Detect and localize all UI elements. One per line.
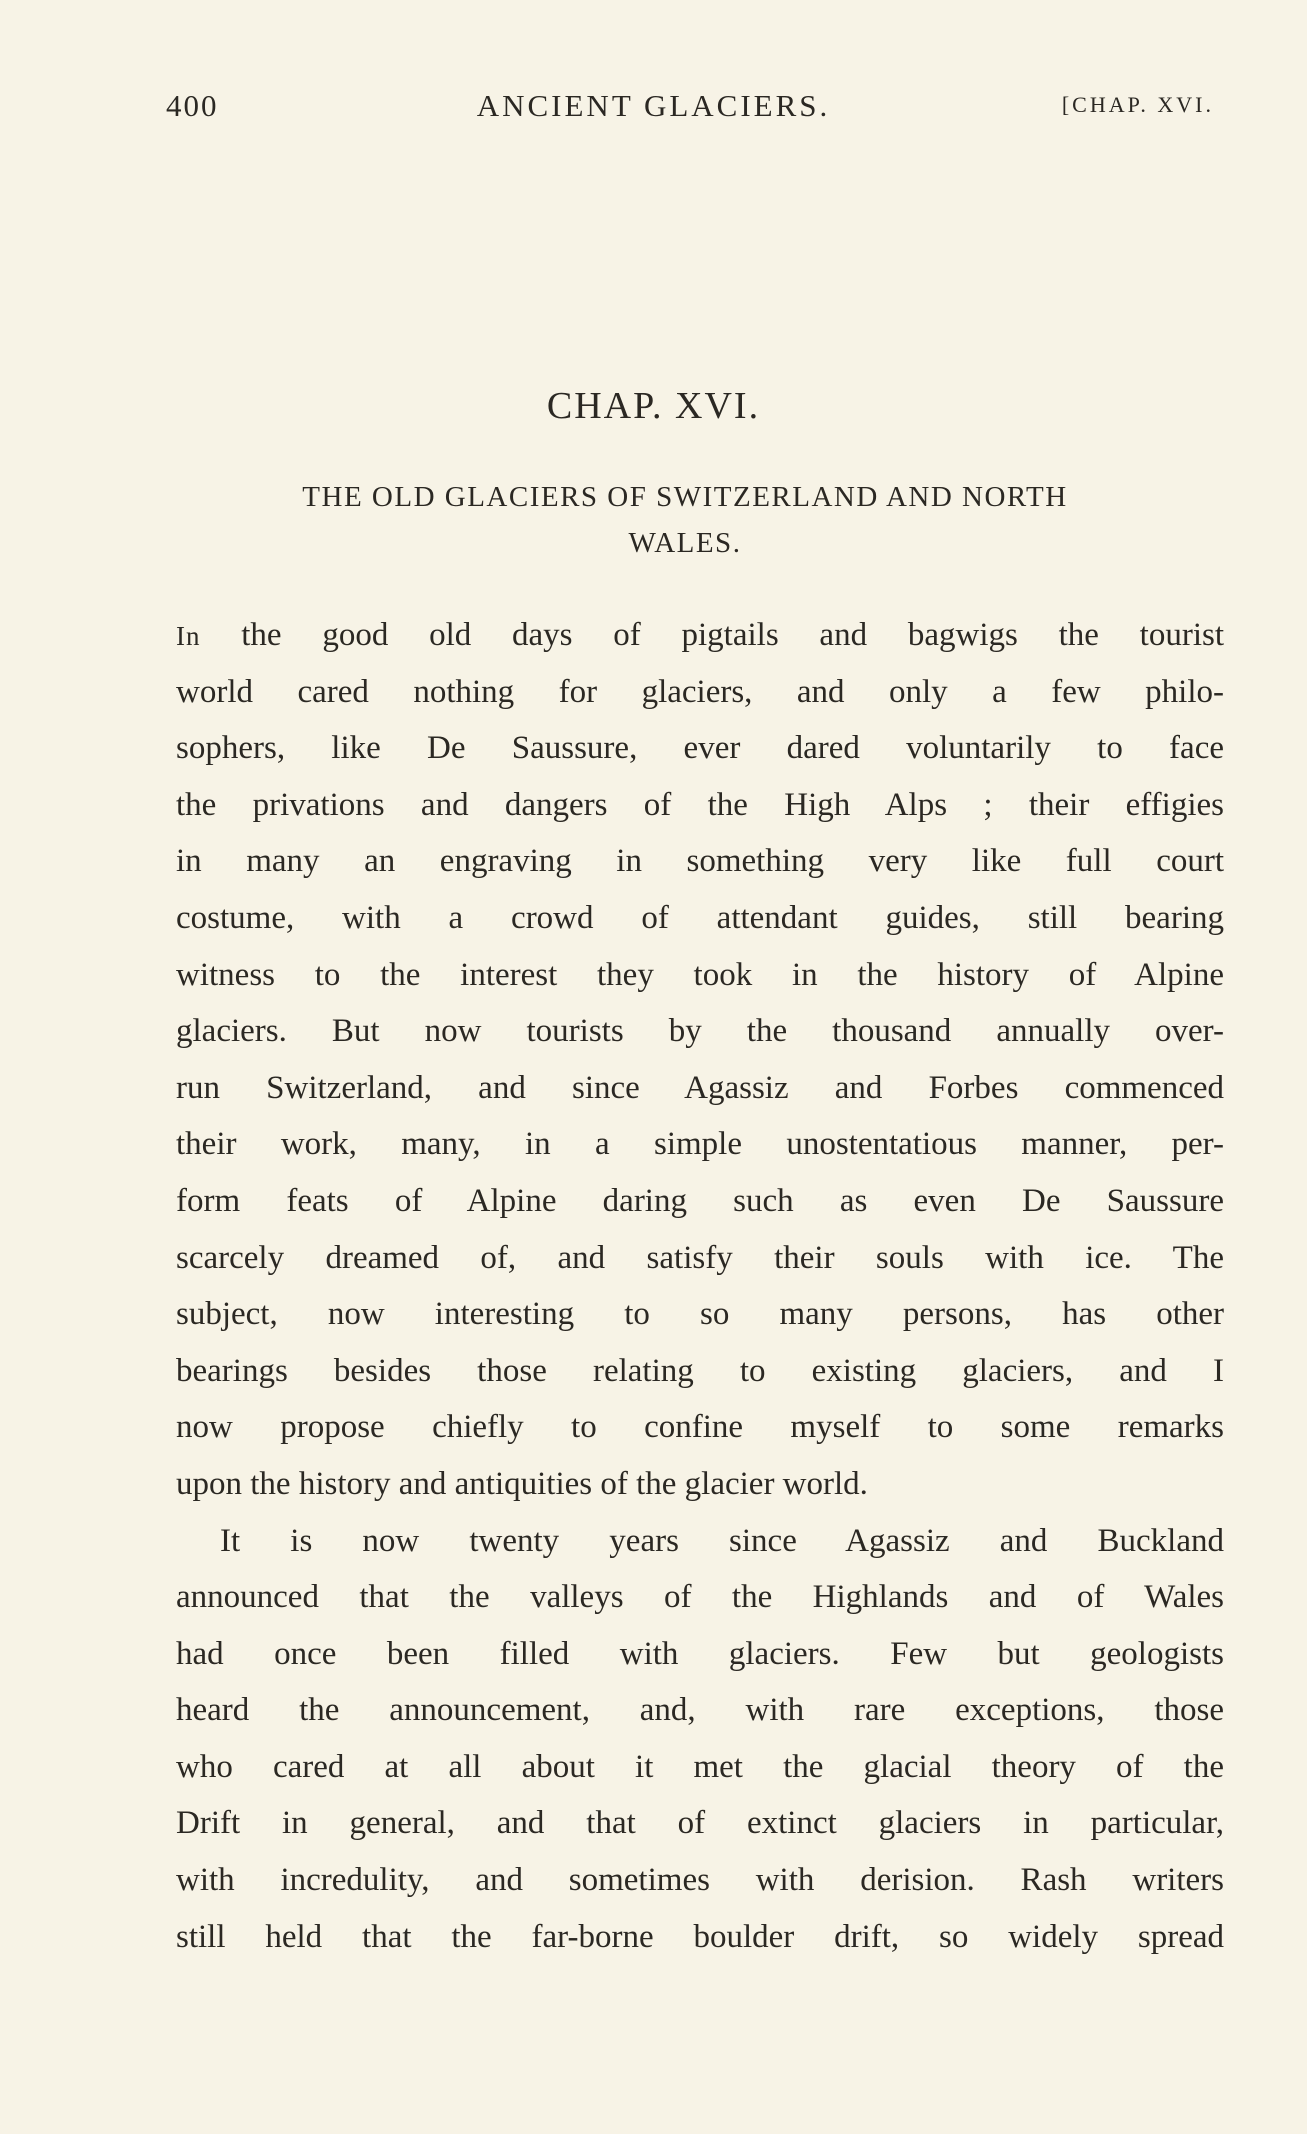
text-line: bearings besides those relating to existing glaciers, and I [176,1352,1224,1389]
text-line: In the good old days of pigtails and bagwigs the tourist [176,617,1224,653]
chapter-number: CHAP. XVI. [546,385,761,427]
opening-word: In [176,621,201,651]
text-line: the privations and dangers of the High Alps ; their effigies [176,786,1224,823]
text-line: with incredulity, and sometimes with derision. Rash writers [176,1862,1224,1899]
text-line: now propose chiefly to confine myself to some remarks [176,1409,1224,1446]
running-title: ANCIENT GLACIERS. [476,88,831,123]
text-line: form feats of Alpine daring such as even De Saussure [176,1182,1224,1219]
text-line: announced that the valleys of the Highlands and of Wales [176,1579,1224,1616]
body-text [176,607,1224,1965]
text-line: sophers, like De Saussure, ever dared voluntarily to face [176,730,1224,767]
page-number: 400 [166,88,219,123]
text-line: still held that the far-borne boulder drift, so widely spread [176,1918,1224,1955]
text-line: had once been filled with glaciers. Few but geologists [176,1635,1224,1672]
text-line: costume, with a crowd of attendant guides, still bearing [176,899,1224,936]
text-line: Drift in general, and that of extinct glaciers in particular, [176,1805,1224,1842]
chapter-reference: [CHAP. XVI. [1061,92,1214,117]
text-line: witness to the interest they took in the history of Alpine [176,956,1224,993]
text-line: who cared at all about it met the glacial theory of the [176,1748,1224,1785]
text-line: It is now twenty years since Agassiz and Buckland [220,1522,1224,1559]
text-line: heard the announcement, and, with rare exceptions, those [176,1692,1224,1729]
chapter-title [210,474,1160,566]
running-head [0,88,1307,128]
text-line: subject, now interesting to so many persons, has other [176,1296,1224,1333]
text-line: in many an engraving in something very like full court [176,843,1224,880]
chapter-title-line: THE OLD GLACIERS OF SWITZERLAND AND NORTH [302,481,1068,513]
chapter-title-line: WALES. [628,527,742,559]
text-line: scarcely dreamed of, and satisfy their souls with ice. The [176,1239,1224,1276]
text-line: their work, many, in a simple unostentatious manner, per- [176,1126,1224,1163]
text-line: glaciers. But now tourists by the thousand annually over- [176,1013,1224,1050]
text-line: world cared nothing for glaciers, and only a few philo- [176,673,1224,710]
text-line: run Switzerland, and since Agassiz and Forbes commenced [176,1069,1224,1106]
text-line: upon the history and antiquities of the glacier world. [176,1465,868,1502]
